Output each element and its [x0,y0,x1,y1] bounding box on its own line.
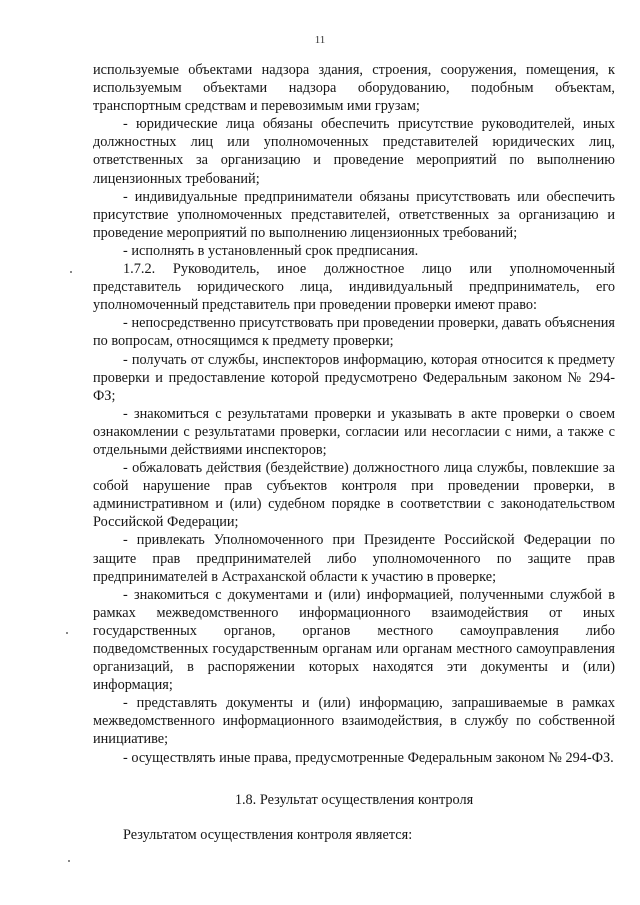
list-item: - индивидуальные предприниматели обязаны присутствовать или обеспечить присутствие уполномоченных представителей, ответственных за организацию и проведение мероприятий по выполнению лицензионных требований; [93,188,615,241]
section-heading: 1.8. Результат осуществления контроля [234,792,474,808]
list-item: - знакомиться с документами и (или) информацией, полученными службой в рамках межведомственного информационного взаимодействия от иных государственных органов, органов местного самоуправления либо подведомственных государственным органам или органам местного самоуправления организаций, в распоряжении которых находятся эти документы и (или) информация; [93,586,615,694]
list-item: - представлять документы и (или) информацию, запрашиваемые в рамках межведомственного информационного взаимодействия, в службу по собственной инициативе; [93,695,615,748]
list-item: - юридические лица обязаны обеспечить присутствие руководителей, иных должностных лиц или уполномоченных представителей юридических лиц, ответственных за организацию и проведение мероприятий по выполнению лицензионных требований; [93,116,615,187]
scan-speck [66,632,68,634]
scan-speck [68,860,70,862]
clause-1-7-2: 1.7.2. Руководитель, иное должностное лицо или уполномоченный представитель юридического лица, индивидуальный предприниматель, его уполномоченный представитель при проведении проверки имеют право: [93,261,615,314]
list-item: - получать от службы, инспекторов информацию, которая относится к предмету проверки и предоставление которой предусмотрено Федеральным законом № 294-ФЗ; [93,351,615,404]
list-item: - осуществлять иные права, предусмотренные Федеральным законом № 294-ФЗ. [123,749,614,766]
document-body [93,61,615,767]
list-item: - обжаловать действия (бездействие) должностного лица службы, повлекшие за собой нарушение прав субъектов контроля при проведении проверки, в административном и (или) судебном порядке в соответствии с законодательством Российской Федерации; [93,460,615,531]
list-item: - непосредственно присутствовать при проведении проверки, давать объяснения по вопросам, относящимся к предмету проверки; [93,315,615,350]
list-item: - знакомиться с результатами проверки и указывать в акте проверки о своем ознакомлении с результатами проверки, согласии или несогласии с ними, а также с отдельными действиями инспекторов; [93,405,615,458]
list-item: - исполнять в установленный срок предписания. [123,242,419,259]
scan-speck [70,271,72,273]
section-lead: Результатом осуществления контроля является: [123,827,413,843]
paragraph-continuation: используемые объектами надзора здания, строения, сооружения, помещения, к используемым объектами надзора оборудованию, подобным объектам, транспортным средствам и перевозимым ими грузам; [93,62,615,115]
page-number: 11 [314,34,326,46]
list-item: - привлекать Уполномоченного при Президенте Российской Федерации по защите прав предпринимателей либо уполномоченного по защите прав предпринимателей в Астраханской области к участию в проверке; [93,532,615,585]
